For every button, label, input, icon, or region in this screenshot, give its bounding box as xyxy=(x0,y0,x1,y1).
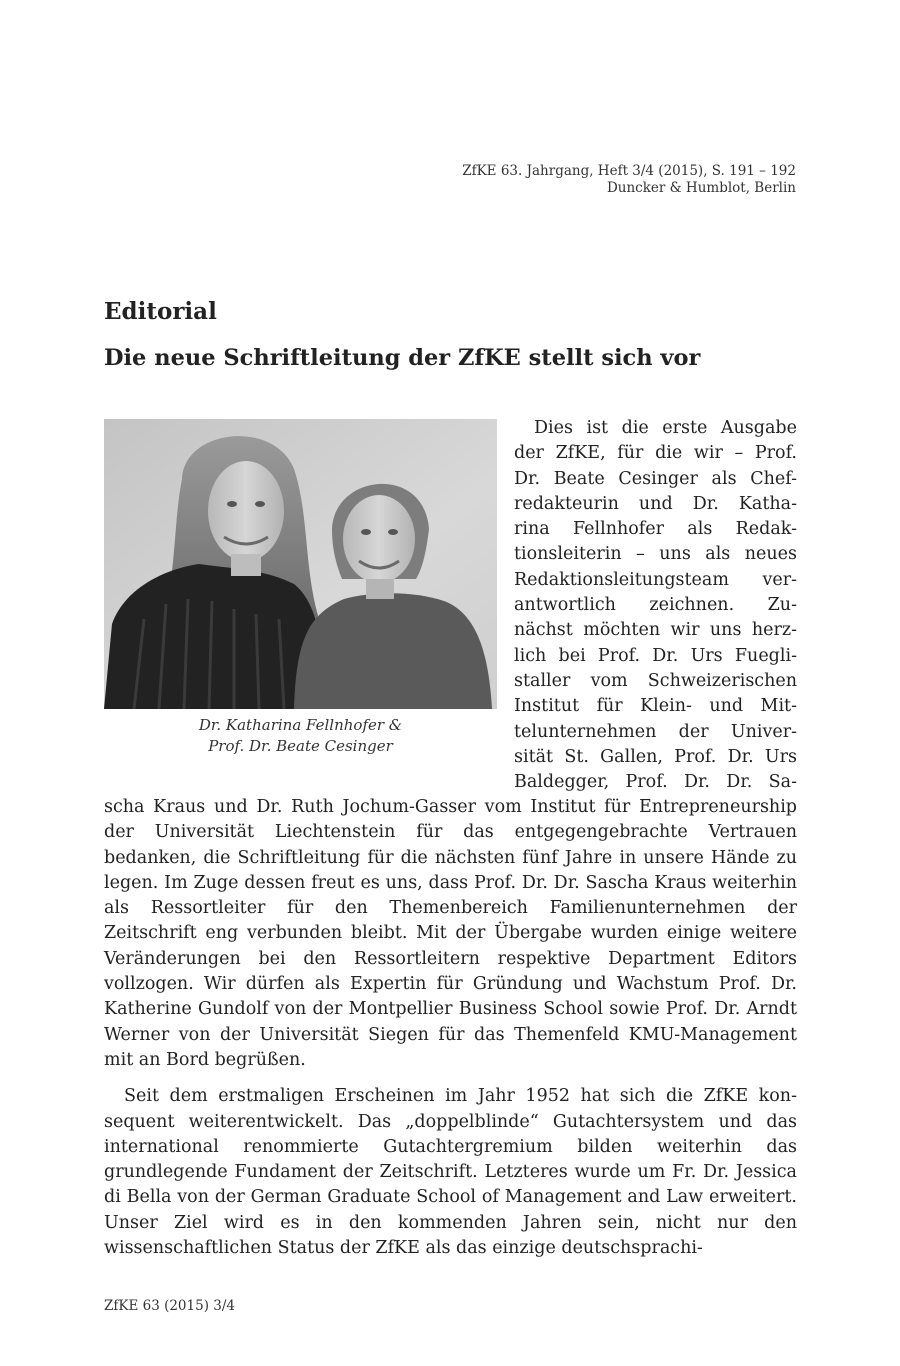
text-line: tionsleiterin – uns als neues xyxy=(514,544,797,565)
article-body xyxy=(104,795,797,1272)
text-line: redakteurin und Dr. Katha- xyxy=(514,493,797,514)
paragraph-1-wrapped-column xyxy=(514,416,797,795)
text-line: Institut für Klein- und Mit- xyxy=(514,696,797,717)
photo-caption xyxy=(104,715,497,757)
publisher-line: Duncker & Humblot, Berlin xyxy=(606,180,796,196)
section-label: Editorial xyxy=(104,298,217,325)
paragraph-1-continuation: scha Kraus und Dr. Ruth Jochum-Gasser vom Institut für Entrepreneurship der Universität Liechtenstein für das entgegengebrachte Vertrauen bedanken, die Schriftleitung für die nächsten fünf Jahre in unsere Hände zu legen. Im Zuge dessen freut es uns, dass Prof. Dr. Dr. Sascha Kraus weiterhin als Ressortleiter für den Themenbereich Familienunternehmen der Zeitschrift eng verbunden bleibt. Mit der Übergabe wurden einige weitere Veränderungen bei den Ressortleitern respektive Department Editors vollzogen. Wir dürfen als Expertin für Gründung und Wachstum Prof. Dr. Katherine Gundolf von der Montpellier Business School sowie Prof. Dr. Arndt Werner von der Universität Siegen für das Themenfeld KMU-Management mit an Bord begrüßen. xyxy=(104,797,797,1070)
paragraph-2: Seit dem erstmaligen Erscheinen im Jahr 1952 hat sich die ZfKE konsequent weiterentwickelt. Das „doppelblinde“ Gutachtersystem und das international renommierte Gutachtergremium bilden weiterhin das grundlegende Fundament der Zeitschrift. Letzteres wurde um Fr. Dr. Jessica di Bella von der German Graduate School of Management and Law erweitert. Unser Ziel wird es in den kommenden Jahren sein, nicht nur den wissenschaftlichen Status der ZfKE als das einzige deutschsprachi- xyxy=(104,1086,797,1259)
portrait-photo xyxy=(104,419,497,709)
text-line: Dies ist die erste Ausgabe xyxy=(534,418,797,438)
text-line: lich bei Prof. Dr. Urs Fuegli- xyxy=(514,645,797,666)
text-line: sität St. Gallen, Prof. Dr. Urs xyxy=(514,746,797,767)
article-title: Die neue Schriftleitung der ZfKE stellt sich vor xyxy=(104,345,701,371)
text-line: Dr. Beate Cesinger als Chef- xyxy=(514,468,797,489)
text-line: Redaktionsleitungsteam ver- xyxy=(514,569,797,590)
journal-header xyxy=(462,163,796,197)
page-footer: ZfKE 63 (2015) 3/4 xyxy=(104,1298,235,1314)
text-line: telunternehmen der Univer- xyxy=(514,721,797,742)
caption-line: Dr. Katharina Fellnhofer & xyxy=(198,716,403,734)
text-line: Baldegger, Prof. Dr. Dr. Sa- xyxy=(514,772,797,793)
text-line: rina Fellnhofer als Redak- xyxy=(514,519,797,540)
text-line: staller vom Schweizerischen xyxy=(514,670,797,691)
text-line: der ZfKE, für die wir – Prof. xyxy=(514,443,797,464)
text-line: nächst möchten wir uns herz- xyxy=(514,620,797,641)
text-line: antwortlich zeichnen. Zu- xyxy=(514,595,797,616)
caption-line: Prof. Dr. Beate Cesinger xyxy=(208,737,393,755)
journal-citation-line: ZfKE 63. Jahrgang, Heft 3/4 (2015), S. 191 – 192 xyxy=(462,163,796,179)
portrait-figure xyxy=(104,419,497,757)
